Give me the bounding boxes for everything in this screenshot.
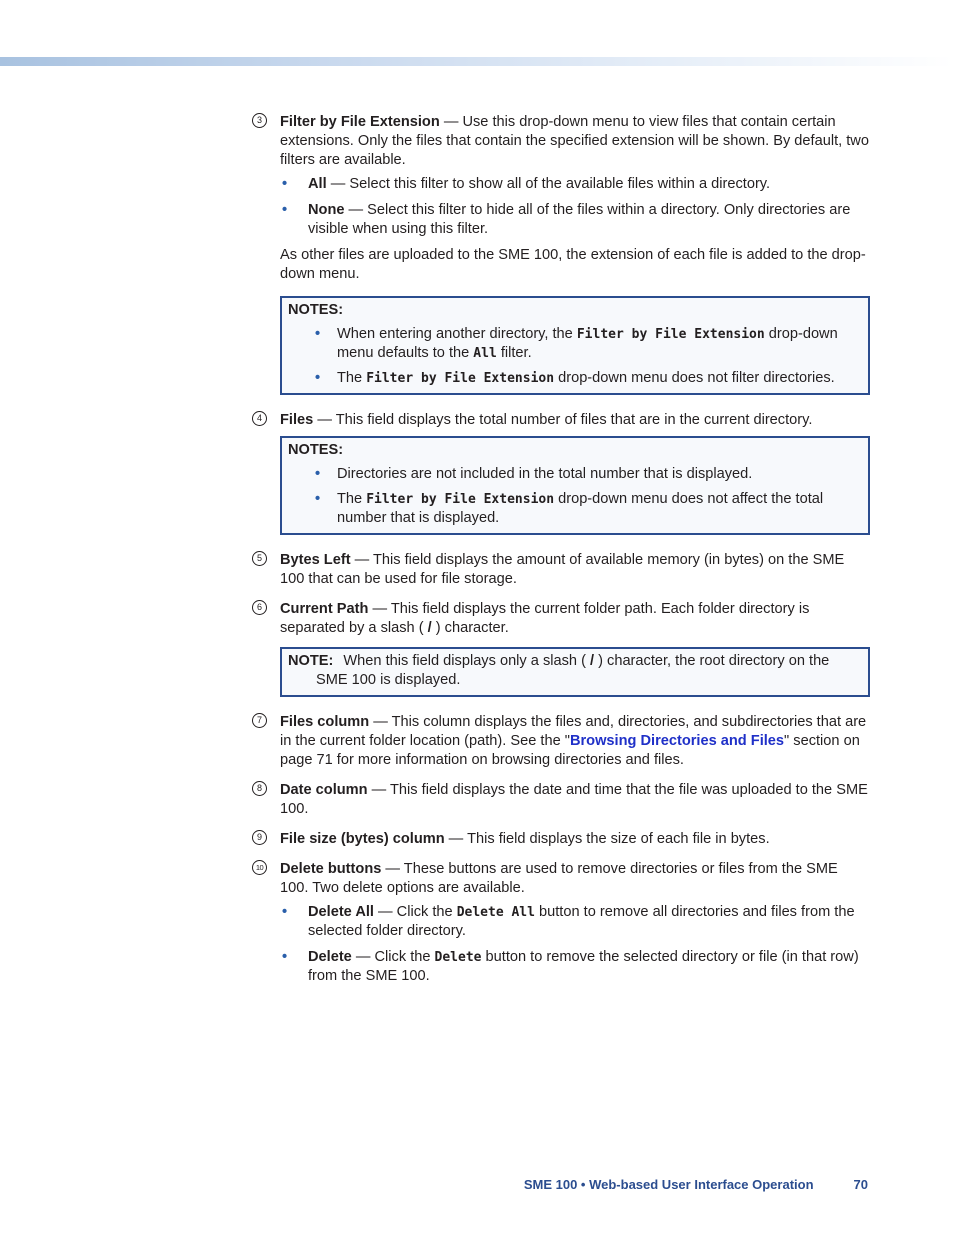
item-delete-buttons: [255, 860, 870, 986]
item-bytes-left: [256, 551, 870, 589]
slash-char: /: [427, 620, 432, 636]
note-box: [280, 647, 870, 697]
item-filter-by-file-extension: [256, 113, 870, 395]
callout-number-5: 5: [252, 551, 267, 566]
item-paragraph: [280, 830, 870, 849]
item-description: " section on page 71 for more information on browsing directories and files.: [280, 733, 860, 768]
note-label: NOTE:: [288, 653, 334, 669]
note-text: filter.: [496, 345, 532, 361]
slash-char: /: [590, 653, 595, 669]
item-description: — This field displays the date and time that the file was uploaded to the SME 100.: [280, 782, 868, 817]
item-description: — This field displays the size of each file in bytes.: [444, 831, 770, 847]
item-files-column: [256, 713, 870, 770]
note-text: The: [337, 370, 367, 386]
bullet-text: — Click the: [351, 949, 435, 965]
list-item: [308, 903, 870, 941]
bullet-list: [280, 903, 870, 986]
bullet-text: — Click the: [373, 904, 457, 920]
note-item: [337, 465, 862, 484]
page-footer: [524, 1175, 868, 1194]
item-paragraph: [280, 411, 870, 430]
callout-number-8: 8: [252, 781, 267, 796]
note-text: The: [337, 491, 367, 507]
item-title: Files: [280, 412, 314, 428]
code-text: Filter by File Extension: [366, 371, 555, 386]
notes-heading: NOTES:: [288, 302, 344, 318]
page-number: 70: [853, 1177, 868, 1192]
item-description: — Use this drop-down menu to view files that contain certain extensions. Only the files that contain the specified extension will be shown. By default, two filters are available.: [280, 114, 869, 168]
item-title: Files column: [280, 714, 370, 730]
item-date-column: [256, 781, 870, 819]
item-paragraph: As other files are uploaded to the SME 100, the extension of each file is added to the drop-down menu.: [280, 247, 866, 282]
callout-number-10: 10: [252, 860, 267, 875]
item-current-path: [256, 600, 870, 697]
note-text: drop-down menu defaults to the: [337, 326, 838, 361]
notes-list: [288, 325, 862, 388]
callout-number-3: 3: [252, 113, 267, 128]
item-title: File size (bytes) column: [280, 831, 445, 847]
callout-number-7: 7: [252, 713, 267, 728]
page-content: [255, 113, 870, 997]
notes-box: [280, 296, 870, 395]
item-description: — These buttons are used to remove directories or files from the SME 100. Two delete options are available.: [280, 861, 838, 896]
bullet-text: — Select this filter to show all of the available files within a directory.: [326, 176, 771, 192]
item-description: ) character.: [431, 620, 509, 636]
item-files: [256, 411, 870, 535]
item-description: — This column displays the files and, directories, and subdirectories that are in the current folder location (path). See the ": [280, 714, 867, 749]
bullet-text: button to remove all directories and files from the selected folder directory.: [308, 904, 855, 939]
bullet-term: None: [308, 202, 345, 218]
item-paragraph: [280, 600, 870, 638]
item-description: — This field displays the amount of available memory (in bytes) on the SME 100 that can be used for file storage.: [280, 552, 845, 587]
bullet-text: button to remove the selected directory or file (in that row) from the SME 100.: [308, 949, 859, 984]
list-item: [308, 201, 870, 239]
note-text: drop-down menu does not filter directories.: [554, 370, 835, 386]
code-text: Delete All: [456, 905, 535, 920]
code-text: Filter by File Extension: [576, 327, 765, 342]
note-item: [337, 369, 862, 388]
note-text: Directories are not included in the total number that is displayed.: [337, 466, 753, 482]
bullet-term: Delete All: [308, 904, 374, 920]
browsing-directories-link[interactable]: Browsing Directories and Files: [569, 733, 785, 749]
bullet-list: [280, 175, 870, 239]
item-description: — This field displays the current folder path. Each folder directory is separated by a slash (: [280, 601, 810, 636]
item-paragraph: [280, 551, 870, 589]
list-item: [308, 175, 870, 194]
note-text: When this field displays only a slash (: [343, 653, 590, 669]
item-title: Delete buttons: [280, 861, 382, 877]
note-text: drop-down menu does not affect the total number that is displayed.: [337, 491, 824, 526]
list-item: [308, 948, 870, 986]
notes-list: [288, 465, 862, 528]
item-title: Bytes Left: [280, 552, 351, 568]
item-title: Date column: [280, 782, 368, 798]
callout-number-4: 4: [252, 411, 267, 426]
bullet-text: — Select this filter to hide all of the files within a directory. Only directories are visible when using this filter.: [308, 202, 851, 237]
footer-document-title: SME 100 • Web-based User Interface Operation: [523, 1177, 814, 1192]
code-text: All: [473, 346, 497, 361]
notes-box: [280, 436, 870, 535]
notes-heading: NOTES:: [288, 442, 344, 458]
callout-number-9: 9: [252, 830, 267, 845]
note-text: When entering another directory, the: [337, 326, 577, 342]
item-paragraph: [280, 713, 870, 770]
item-paragraph: [280, 781, 870, 819]
note-text: ) character, the root directory on the SME 100 is displayed.: [316, 653, 830, 688]
code-text: Delete: [434, 950, 482, 965]
header-gradient-bar: [0, 57, 954, 66]
bullet-term: Delete: [308, 949, 352, 965]
item-title: Filter by File Extension: [280, 114, 440, 130]
note-item: [337, 490, 862, 528]
item-title: Current Path: [280, 601, 369, 617]
item-paragraph: [280, 860, 870, 898]
bullet-term: All: [308, 176, 327, 192]
item-description: — This field displays the total number of files that are in the current directory.: [313, 412, 813, 428]
callout-number-6: 6: [252, 600, 267, 615]
note-item: [337, 325, 862, 363]
item-file-size-column: [256, 830, 870, 849]
item-paragraph: [280, 113, 870, 170]
code-text: Filter by File Extension: [366, 492, 555, 507]
